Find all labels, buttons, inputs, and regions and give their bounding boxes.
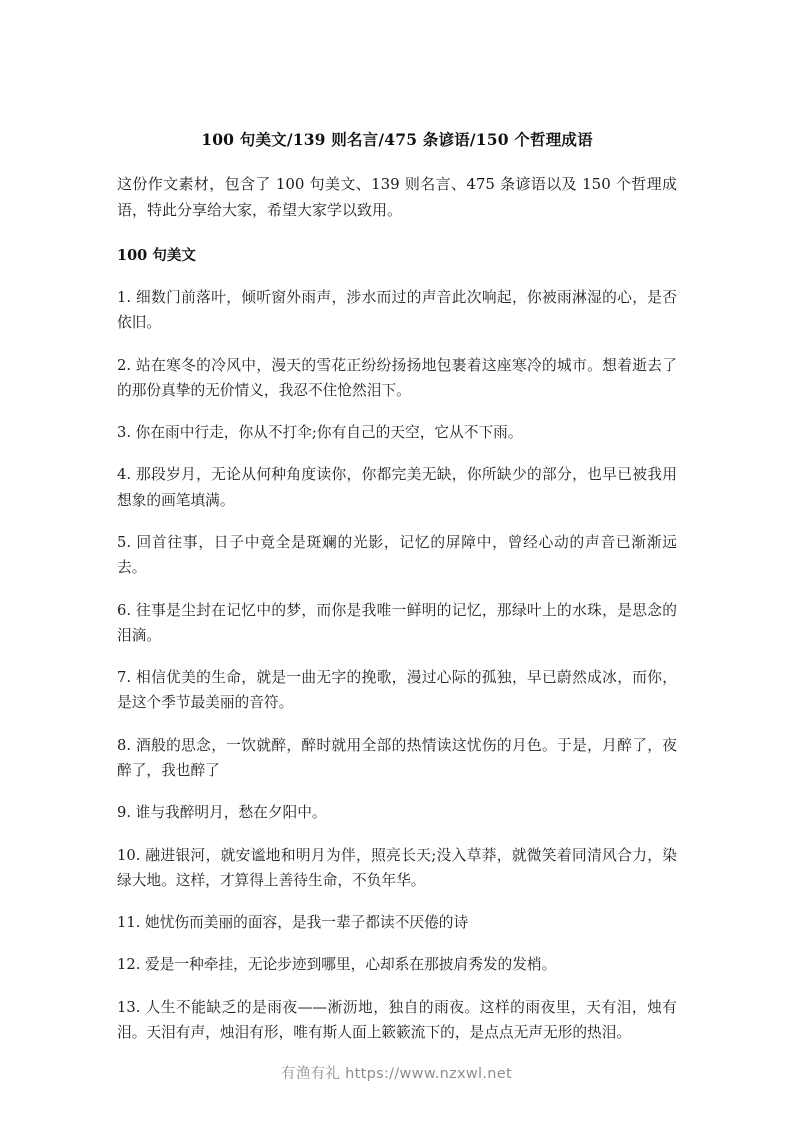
intro-paragraph: 这份作文素材，包含了 100 句美文、139 则名言、475 条谚语以及 150 个哲理成语，特此分享给大家，希望大家学以致用。 <box>117 175 677 220</box>
list-item: 4. 那段岁月，无论从何种角度读你，你都完美无缺，你所缺少的部分，也早已被我用想象的画笔填满。 <box>117 466 677 509</box>
list-item: 10. 融进银河，就安谧地和明月为伴，照亮长天;没入草莽，就微笑着同清风合力，染绿大地。这样，才算得上善待生命，不负年华。 <box>117 846 677 889</box>
list-item: 5. 回首往事，日子中竟全是斑斓的光影，记忆的屏障中，曾经心动的声音已渐渐远去。 <box>117 534 677 577</box>
list-item: 8. 酒般的思念，一饮就醉，醉时就用全部的热情读这忧伤的月色。于是，月醉了，夜醉了，我也醉了 <box>117 736 677 779</box>
list-item: 2. 站在寒冬的冷风中，漫天的雪花正纷纷扬扬地包裹着这座寒冷的城市。想着逝去了的那份真挚的无价情义，我忍不住怆然泪下。 <box>117 356 677 399</box>
list-item: 6. 往事是尘封在记忆中的梦，而你是我唯一鲜明的记忆，那绿叶上的水珠，是思念的泪滴。 <box>117 601 677 644</box>
section-heading-beautiful-sentences: 100 句美文 <box>117 246 196 264</box>
list-item: 9. 谁与我醉明月，愁在夕阳中。 <box>117 804 327 822</box>
list-item: 1. 细数门前落叶，倾听窗外雨声，涉水而过的声音此次响起，你被雨淋湿的心，是否依旧。 <box>117 289 677 332</box>
list-item: 3. 你在雨中行走，你从不打伞;你有自己的天空，它从不下雨。 <box>117 424 523 442</box>
page-title: 100 句美文/139 则名言/475 条谚语/150 个哲理成语 <box>201 130 593 149</box>
footer-watermark: 有渔有礼 https://www.nzxwl.net <box>281 1066 512 1082</box>
list-item: 12. 爱是一种牵挂，无论步迹到哪里，心却系在那披肩秀发的发梢。 <box>117 956 557 974</box>
list-item: 13. 人生不能缺乏的是雨夜——淅沥地，独自的雨夜。这样的雨夜里，天有泪，烛有泪。天泪有声，烛泪有形，唯有斯人面上簌簌流下的，是点点无声无形的热泪。 <box>117 998 677 1041</box>
document-content <box>117 128 677 1045</box>
list-item: 11. 她忧伤而美丽的面容，是我一辈子都读不厌倦的诗 <box>117 914 469 932</box>
list-item: 7. 相信优美的生命，就是一曲无字的挽歌，漫过心际的孤独，早已蔚然成冰，而你，是这个季节最美丽的音符。 <box>117 669 677 712</box>
